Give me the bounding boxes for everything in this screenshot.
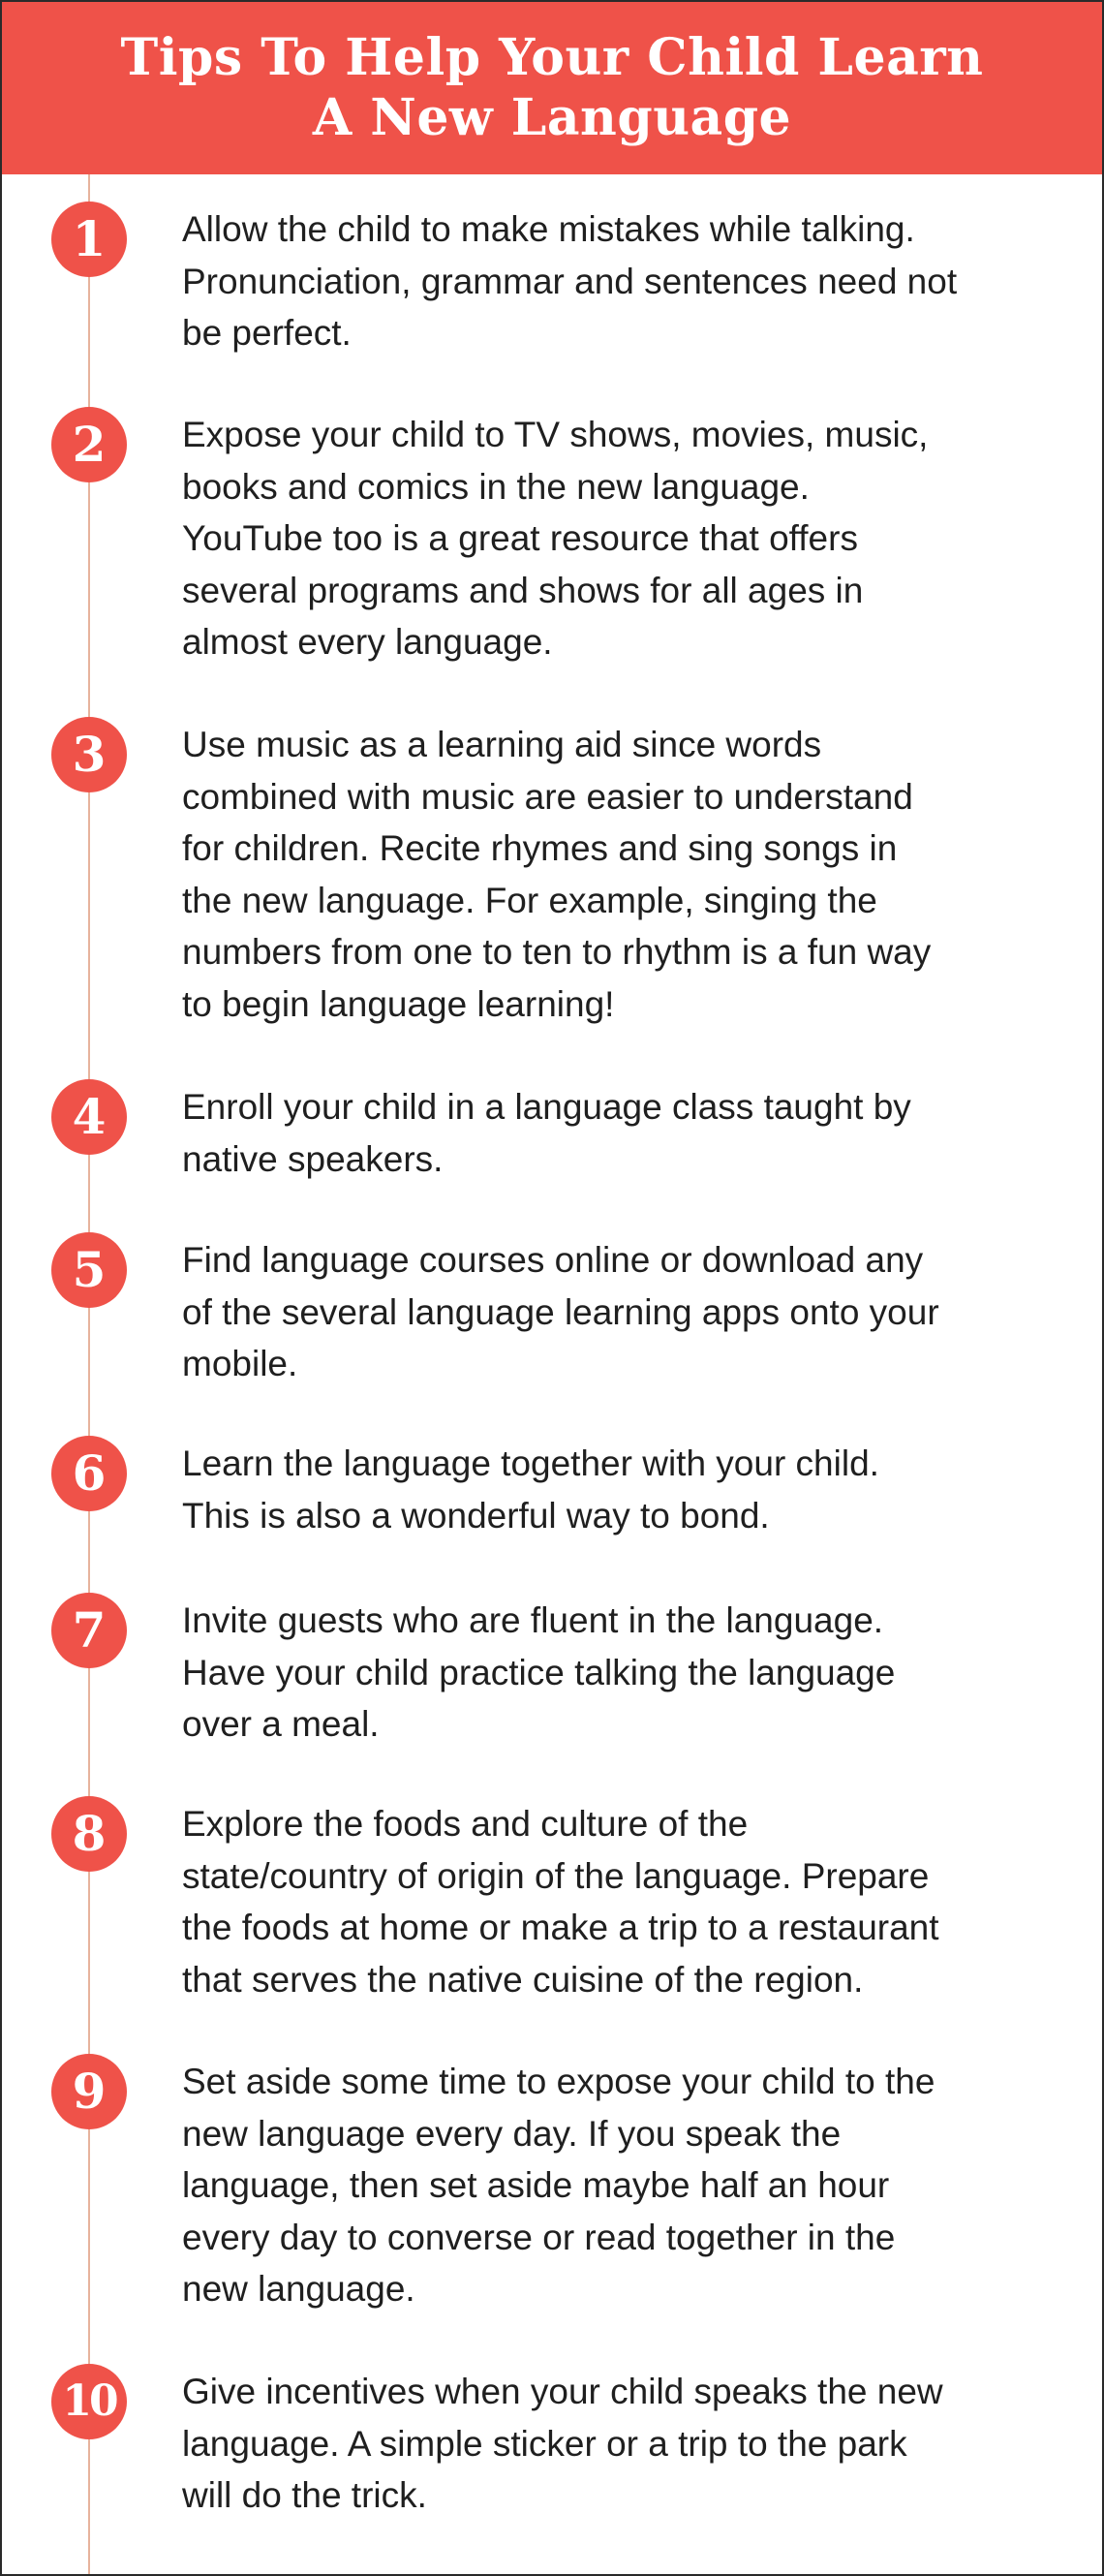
tip-text-line: new language.: [182, 2269, 415, 2309]
tip-text-line: of the several language learning apps onto your: [182, 1291, 939, 1332]
header-banner: [2, 2, 1102, 174]
tip-number-badge: 3: [51, 717, 127, 792]
tip-number-badge: 2: [51, 407, 127, 482]
tip-number-badge: 1: [51, 202, 127, 277]
tip-text-line: numbers from one to ten to rhythm is a fun way: [182, 932, 932, 972]
tip-number-badge: 6: [51, 1436, 127, 1511]
tip-number-badge: 5: [51, 1232, 127, 1308]
tip-text: [182, 1595, 1054, 1751]
tip-text-line: This is also a wonderful way to bond.: [182, 1495, 770, 1536]
tip-text: [182, 1438, 1054, 1541]
tip-text-line: will do the trick.: [182, 2475, 427, 2515]
tip-text: [182, 1081, 1054, 1185]
tip-text: [182, 719, 1054, 1030]
tip-text-line: Have your child practice talking the language: [182, 1652, 896, 1692]
tip-text-line: that serves the native cuisine of the region.: [182, 1959, 864, 2000]
tip-text-line: for children. Recite rhymes and sing songs in: [182, 828, 898, 868]
tip-text-line: Find language courses online or download any: [182, 1240, 924, 1280]
tip-text-line: language, then set aside maybe half an hour: [182, 2165, 890, 2205]
tip-text-line: Invite guests who are fluent in the language.: [182, 1600, 884, 1640]
tip-text: [182, 203, 1054, 359]
tip-text-line: Pronunciation, grammar and sentences need not: [182, 261, 958, 301]
tip-text: [182, 2056, 1054, 2315]
tip-text-line: Use music as a learning aid since words: [182, 725, 822, 764]
tip-number-badge: 4: [51, 1079, 127, 1155]
tip-text-line: books and comics in the new language.: [182, 466, 810, 507]
tip-text-line: Enroll your child in a language class taught by: [182, 1087, 911, 1127]
page-title-line-2: A New Language: [312, 88, 792, 147]
tip-text-line: over a meal.: [182, 1704, 380, 1744]
tip-text-line: to begin language learning!: [182, 983, 615, 1024]
tip-text-line: the new language. For example, singing the: [182, 880, 877, 920]
page-title-line-1: Tips To Help Your Child Learn: [120, 28, 984, 87]
tip-number-badge: 8: [51, 1796, 127, 1872]
tip-text-line: almost every language.: [182, 622, 553, 662]
tip-text-line: combined with music are easier to understand: [182, 776, 913, 817]
tip-text-line: Give incentives when your child speaks the new: [182, 2372, 943, 2411]
tip-text-line: state/country of origin of the language. Prepare: [182, 1855, 930, 1896]
timeline-line: [88, 174, 90, 2576]
tip-text-line: language. A simple sticker or a trip to the park: [182, 2423, 907, 2464]
tip-text: [182, 1798, 1054, 2005]
tip-text-line: Set aside some time to expose your child to the: [182, 2062, 935, 2101]
tip-text-line: mobile.: [182, 1344, 298, 1383]
tip-number-badge: 10: [51, 2364, 127, 2439]
tip-text-line: the foods at home or make a trip to a restaurant: [182, 1908, 939, 1947]
tip-number-badge: 9: [51, 2054, 127, 2129]
tip-text-line: new language every day. If you speak the: [182, 2113, 842, 2154]
tip-text: [182, 1234, 1054, 1390]
tip-text: [182, 409, 1054, 668]
tip-text-line: Learn the language together with your child.: [182, 1443, 879, 1483]
tip-text-line: several programs and shows for all ages in: [182, 570, 864, 610]
tip-text-line: be perfect.: [182, 313, 352, 353]
tip-text-line: YouTube too is a great resource that offers: [182, 518, 858, 558]
tip-text-line: Explore the foods and culture of the: [182, 1804, 749, 1844]
tip-text-line: every day to converse or read together in the: [182, 2217, 896, 2257]
tip-text-line: Expose your child to TV shows, movies, music,: [182, 415, 929, 454]
tip-text-line: Allow the child to make mistakes while talking.: [182, 209, 915, 249]
tip-number-badge: 7: [51, 1593, 127, 1668]
tip-text: [182, 2366, 1054, 2522]
tip-text-line: native speakers.: [182, 1138, 444, 1179]
